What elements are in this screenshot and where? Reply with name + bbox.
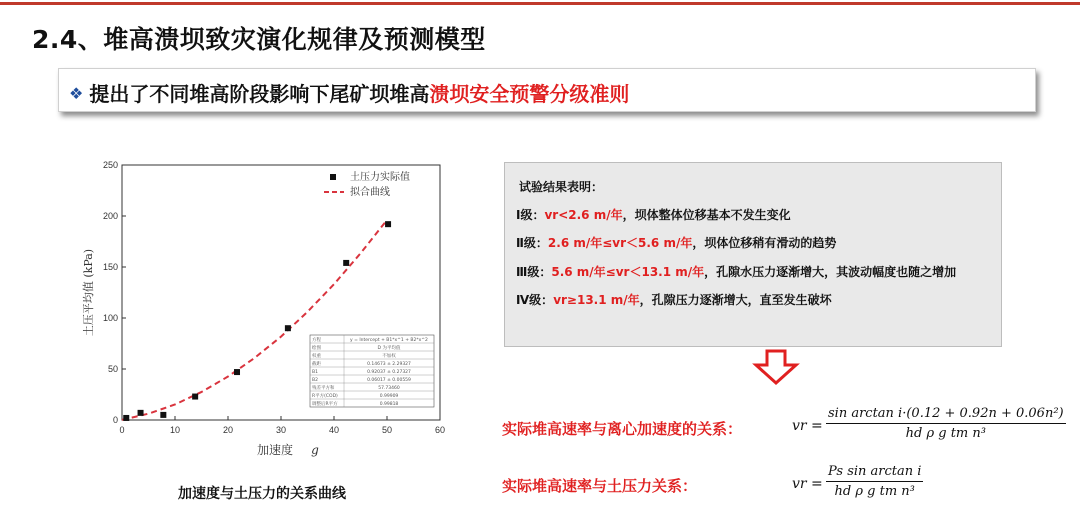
level-3-label: Ⅲ级：: [516, 265, 552, 279]
level-3-desc: ，孔隙水压力逐渐增大，其波动幅度也随之增加: [704, 265, 957, 279]
fit-stats-key: 调整后R平方: [312, 402, 338, 407]
level-3-item: [516, 263, 956, 280]
level-1-item: [516, 206, 791, 223]
header-accent-rule: [0, 2, 1080, 5]
results-heading: 试验结果表明：: [519, 180, 604, 194]
fit-stats-value: 0.14673 ± 2.29327: [367, 362, 411, 367]
fit-stats-key: 截距: [312, 362, 321, 367]
relation-2-label: 实际堆高速率与土压力关系：: [502, 477, 698, 495]
y-tick-label: 150: [102, 262, 118, 272]
page-title: 2.4、堆高溃坝致灾演化规律及预测模型: [32, 25, 486, 54]
formula-1-lhs: vr =: [792, 418, 823, 434]
fit-stats-value: 0.92037 ± 0.27327: [367, 370, 411, 375]
x-tick-label: 0: [119, 425, 125, 435]
data-point: [138, 410, 144, 416]
level-2-desc: ，坝体位移稍有滑动的趋势: [692, 236, 837, 250]
fit-stats-value: 0.99909: [379, 394, 399, 399]
data-point: [385, 221, 391, 227]
fit-stats-key: B2: [312, 378, 318, 383]
x-tick-label: 50: [381, 425, 393, 435]
formula-1-denominator: hd ρ g tm n³: [826, 423, 1066, 441]
level-4-desc: ，孔隙压力逐渐增大，直至发生破坏: [639, 293, 832, 307]
y-axis-label: 土压平均值 (kPa): [82, 248, 95, 337]
level-1-value: vr<2.6 m/年: [544, 208, 623, 222]
x-tick-label: 30: [275, 425, 287, 435]
legend-marker-points: [330, 174, 336, 180]
y-tick-label: 250: [102, 160, 118, 170]
level-2-value: 2.6 m/年≤vr＜5.6 m/年: [547, 236, 693, 250]
formula-1-fraction: [826, 406, 1066, 441]
level-1-label: Ⅰ级：: [516, 208, 545, 222]
chart-svg: [78, 155, 450, 457]
test-results-box: [504, 162, 1002, 347]
fit-stats-key: 权重: [312, 354, 321, 359]
down-arrow-icon: [753, 349, 799, 385]
data-point: [285, 325, 291, 331]
x-tick-label: 10: [169, 425, 181, 435]
level-3-value: 5.6 m/年≤vr＜13.1 m/年: [551, 265, 705, 279]
diamond-bullet-icon: ❖: [69, 84, 84, 103]
highlight-banner: [58, 68, 1036, 112]
y-tick-label: 0: [112, 415, 118, 425]
y-tick-label: 200: [102, 211, 118, 221]
fit-stats-key: 方程: [312, 338, 321, 343]
y-tick-label: 50: [107, 364, 118, 374]
fit-stats-value: D 为平均值: [377, 346, 401, 351]
data-point: [343, 260, 349, 266]
data-point: [234, 369, 240, 375]
data-point: [160, 412, 166, 418]
data-point: [123, 415, 129, 421]
legend-label-points: 土压力实际值: [350, 172, 410, 183]
fit-stats-value: 0.06017 ± 0.00559: [367, 378, 411, 383]
fit-stats-value: y = Intercept + B1*x^1 + B2*x^2: [350, 338, 428, 343]
data-point: [192, 394, 198, 400]
relation-1-label: 实际堆高速率与离心加速度的关系：: [502, 420, 743, 438]
level-4-label: Ⅳ级：: [516, 293, 554, 307]
fit-stats-key: 绘图: [312, 346, 321, 351]
x-tick-label: 40: [328, 425, 340, 435]
x-axis-label: 加速度: [256, 443, 294, 457]
banner-text-highlight: 溃坝安全预警分级准则: [429, 82, 630, 106]
level-4-item: [516, 291, 832, 308]
x-tick-label: 20: [222, 425, 234, 435]
fit-stats-key: 残差平方和: [312, 386, 335, 391]
formula-2-fraction: [826, 464, 923, 499]
formula-2-lhs: vr =: [792, 476, 823, 492]
fit-stats-value: 57.73460: [378, 386, 400, 391]
formula-1-numerator: sin arctan i·(0.12 + 0.92n + 0.06n²): [828, 406, 1064, 421]
y-tick-label: 100: [102, 313, 118, 323]
acceleration-pressure-chart: [78, 155, 450, 457]
x-tick-label: 60: [434, 425, 446, 435]
level-1-desc: ，坝体整体位移基本不发生变化: [622, 208, 791, 222]
level-2-item: [516, 234, 836, 251]
level-2-label: Ⅱ级：: [516, 236, 548, 250]
chart-caption: 加速度与土压力的关系曲线: [178, 486, 346, 502]
fit-stats-key: R平方(COD): [312, 394, 338, 399]
legend-label-fit: 拟合曲线: [350, 187, 390, 198]
formula-rate-acceleration: [792, 406, 1064, 448]
fit-stats-value: 不加权: [382, 354, 396, 359]
fit-stats-key: B1: [312, 370, 318, 375]
formula-rate-pressure: [792, 464, 952, 506]
x-axis-symbol: g: [311, 443, 319, 457]
fit-stats-value: 0.99818: [379, 402, 399, 407]
banner-text-plain: 提出了不同堆高阶段影响下尾矿坝堆高: [89, 82, 430, 106]
formula-2-numerator: Ps sin arctan i: [828, 464, 922, 479]
banner-text: [69, 78, 629, 107]
formula-2-denominator: hd ρ g tm n³: [826, 481, 923, 499]
level-4-value: vr≥13.1 m/年: [553, 293, 640, 307]
